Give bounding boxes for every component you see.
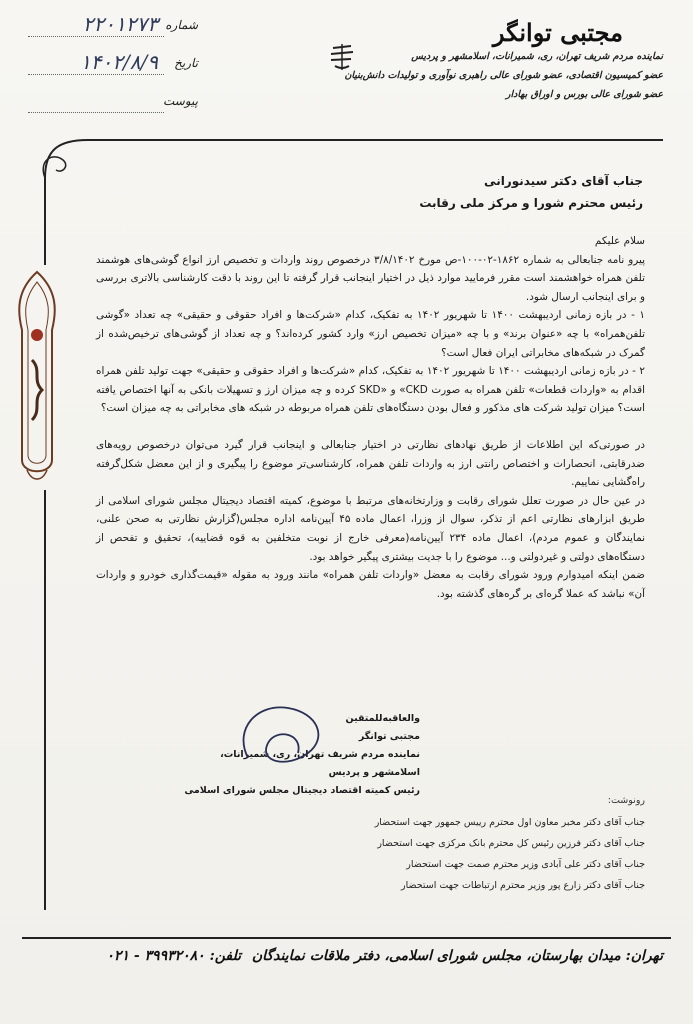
cc-item: جناب آقای دکتر علی آبادی وزیر محترم صمت جهت استحضار	[406, 859, 645, 870]
sender-title-3: عضو شورای عالی بورس و اوراق بهادار	[505, 89, 663, 100]
date-label: تاریخ	[174, 56, 198, 70]
sender-title-2: عضو کمیسیون اقتصادی، عضو شورای عالی راهبری نوآوری و تولیدات دانش‌بنیان	[344, 70, 663, 81]
attachment-dots	[28, 112, 164, 113]
letter-body	[96, 232, 645, 603]
cc-item: جناب آقای دکتر مخبر معاون اول محترم رییس جمهور جهت استحضار	[374, 817, 645, 828]
number-dots	[28, 36, 164, 37]
paragraph-intro: پیرو نامه جنابعالی به شماره ۱۸۶۲-۰۲-۱۰۰-ص مورخ ۳/۸/۱۴۰۲ درخصوص روند واردات و تخصیص ارز انواع گوشی‌های هوشمند تلفن همراه خواهشمند است مقرر فرمایید موارد ذیل در اختیار اینجانب قرار گرفته تا این روند با دقت کارشناسی بالاتری بررسی و برای اینجانب ارسال شود.	[96, 253, 646, 303]
number-label: شماره	[165, 18, 198, 32]
cc-list	[375, 812, 645, 896]
margin-rule-bottom	[44, 490, 46, 910]
addressee	[419, 170, 643, 214]
signature-closing: والعاقبه‌للمتقین	[345, 713, 420, 724]
addressee-name: جناب آقای دکتر سیدنورانی	[484, 174, 643, 188]
greeting: سلام علیکم	[594, 235, 645, 247]
number-row	[28, 12, 198, 50]
corner-ornament-icon	[28, 130, 128, 180]
date-value: ۱۴۰۲/۸/۹	[80, 50, 158, 74]
cc-item: جناب آقای دکتر فرزین رئیس کل محترم بانک مرکزی جهت استحضار	[377, 838, 645, 849]
parliament-seal-icon	[12, 270, 62, 490]
attachment-label: پیوست	[163, 94, 198, 108]
number-value: ۲۲۰۱۲۷۳	[82, 12, 158, 36]
footer-phone-label: تلفن:	[209, 948, 242, 964]
sender-name: مجتبی توانگر	[492, 18, 623, 47]
letterhead	[344, 18, 663, 104]
signature-role-1: نماینده مردم شریف تهران، ری، شمیرانات، اسلامشهر و پردیس	[220, 749, 420, 778]
cc-title: رونوشت:	[607, 795, 645, 806]
signature-block	[180, 710, 420, 800]
addressee-title: رئیس محترم شورا و مرکز ملی رقابت	[419, 196, 643, 210]
margin-rule-top	[44, 175, 46, 265]
paragraph-oversight: در عین حال در صورت تعلل شورای رقابت و وزارتخانه‌های مرتبط با موضوع، کمیته اقتصاد دیجیتال مجلس شورای اسلامی از طریق ابزارهای نظارتی اعم از تذکر، سوال از وزرا، اعمال ماده ۴۵ آیین‌نامه اداره مجلس(گزارش نظارتی به صحن علنی، نمایندگان و عموم مردم)، اعمال ماده ۲۳۴ آیین‌نامه(معرفی خارج از نوبت متخلفین به قوه قضاییه)، تحقیق و تفحص از دستگاه‌های دولتی و غیردولتی و... موضوع را با جدیت بیشتری پیگیر خواهد بود.	[96, 494, 645, 563]
reference-block	[28, 12, 198, 126]
date-row	[28, 50, 198, 88]
signature-icon	[228, 698, 338, 778]
footer-address: تهران: میدان بهارستان، مجلس شورای اسلامی، دفتر ملاقات نمایندگان	[251, 948, 663, 964]
footer-divider	[22, 937, 671, 939]
signature-name: مجتبی توانگر	[358, 731, 420, 742]
footer	[58, 948, 663, 964]
paragraph-followup: در صورتی‌که این اطلاعات از طریق نهادهای نظارتی در اختیار جنابعالی و اینجانب قرار گیرد می‌توان درخصوص رویه‌های ضدرقابتی، انحصارات و اختصاص رانتی ارز به واردات تلفن همراه، کارشناسی‌تر موضوع را پیگیری و از این معضل شکل‌گرفته راه‌گشایی نماییم.	[96, 438, 645, 489]
attachment-row	[28, 88, 198, 126]
paragraph-closing: ضمن اینکه امیدوارم ورود شورای رقابت به معضل «واردات تلفن همراه» مانند ورود به مقوله «قیمت‌گذاری خودرو و واردات آن» نباشد که عملا گره‌ای بر گره‌های گذشته بود.	[96, 569, 645, 600]
footer-phone: ۳۹۹۳۲۰۸۰ - ۰۲۱	[106, 948, 205, 964]
header-divider	[120, 139, 663, 141]
cc-item: جناب آقای دکتر زارع پور وزیر محترم ارتباطات جهت استحضار	[401, 880, 645, 891]
emblem-icon	[325, 40, 359, 74]
signature-role-2: رئیس کمیته اقتصاد دیجیتال مجلس شورای اسلامی	[184, 785, 420, 796]
sender-title-1: نماینده مردم شریف تهران، ری، شمیرانات، اسلامشهر و پردیس	[411, 51, 663, 62]
date-dots	[28, 74, 164, 75]
paragraph-item-2: ۲ - در بازه زمانی اردیبهشت ۱۴۰۰ تا شهریور ۱۴۰۲ به تفکیک، کدام «شرکت‌ها و افراد حقوقی و حقیقی» جهت تولید تلفن همراه اقدام به «واردات قطعات» تلفن همراه به صورت CKD» و «SKD کرده و چه میزان ارز و تسهیلات بانکی به آنها اختصاص یافته است؟ میزان تولید شرکت های مذکور و فعال بودن دستگاه‌های تلفن همراه مربوطه در شبکه های مخابراتی به چه میزان است؟	[96, 365, 645, 415]
paragraph-item-1: ۱ - در بازه زمانی اردیبهشت ۱۴۰۰ تا شهریور ۱۴۰۲ به تفکیک، کدام «شرکت‌ها و افراد حقوقی و حقیقی» چه تعداد «گوشی تلفن‌همراه» با چه «عنوان برند» و با چه «میزان تخصیص ارز» وارد کشور کرده‌اند؟ و چه تعداد از گوشی‌های ترخیص‌شده از گمرک در شبکه‌های مخابراتی ایران فعال است؟	[96, 309, 645, 359]
